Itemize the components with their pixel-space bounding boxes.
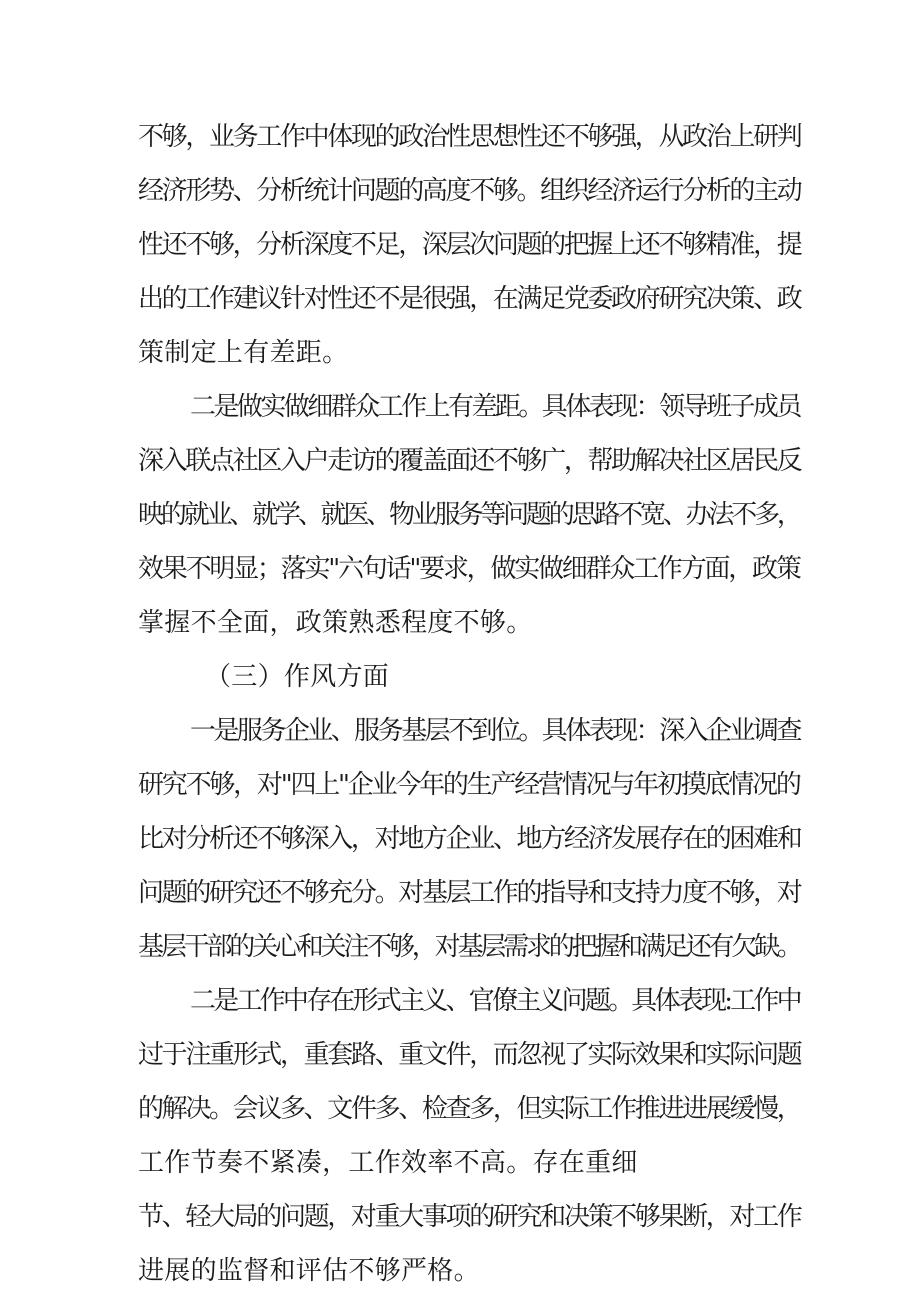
body-text-line: 进展的监督和评估不够严格。 [138,1256,480,1286]
body-text-line: 工作节奏不紧凑，工作效率不高。存在重细 [138,1148,638,1178]
body-text-line: 经济形势、分析统计问题的高度不够。组织经济运行分析的主动 [138,176,801,206]
paragraph-first-line: 一是服务企业、服务基层不到位。具体表现：深入企业调查 [190,716,800,746]
body-text-line: 研究不够，对"四上"企业今年的生产经营情况与年初摸底情况的 [138,770,800,800]
body-text-line: 掌握不全面，政策熟悉程度不够。 [138,608,533,638]
body-text-line: 基层干部的关心和关注不够，对基层需求的把握和满足还有欠缺。 [138,932,800,962]
body-text-line: 节、轻大局的问题，对重大事项的研究和决策不够果断，对工作 [138,1202,801,1232]
body-text-line: 过于注重形式，重套路、重文件，而忽视了实际效果和实际问题 [138,1040,801,1070]
paragraph-first-line: 二是工作中存在形式主义、官僚主义问题。具体表现:工作中 [190,986,800,1016]
body-text-line: 性还不够，分析深度不足，深层次问题的把握上还不够精准，提 [138,230,801,260]
body-text-line: 出的工作建议针对性还不是很强，在满足党委政府研究决策、政 [138,284,801,314]
body-text-line: 映的就业、就学、就医、物业服务等问题的思路不宽、办法不多， [138,500,800,530]
paragraph-first-line: 二是做实做细群众工作上有差距。具体表现：领导班子成员 [190,392,800,422]
body-text-line: 策制定上有差距。 [138,338,349,368]
body-text-line: 问题的研究还不够充分。对基层工作的指导和支持力度不够，对 [138,878,801,908]
body-text-line: 不够，业务工作中体现的政治性思想性还不够强，从政治上研判 [138,122,801,152]
body-text-line: 的解决。会议多、文件多、检查多，但实际工作推进进展缓慢， [138,1094,801,1124]
body-text-line: 比对分析还不够深入，对地方企业、地方经济发展存在的困难和 [138,824,801,854]
section-heading: （三）作风方面 [205,662,390,692]
body-text-line: 深入联点社区入户走访的覆盖面还不够广，帮助解决社区居民反 [138,446,801,476]
body-text-line: 效果不明显；落实"六句话"要求，做实做细群众工作方面，政策 [138,554,800,584]
